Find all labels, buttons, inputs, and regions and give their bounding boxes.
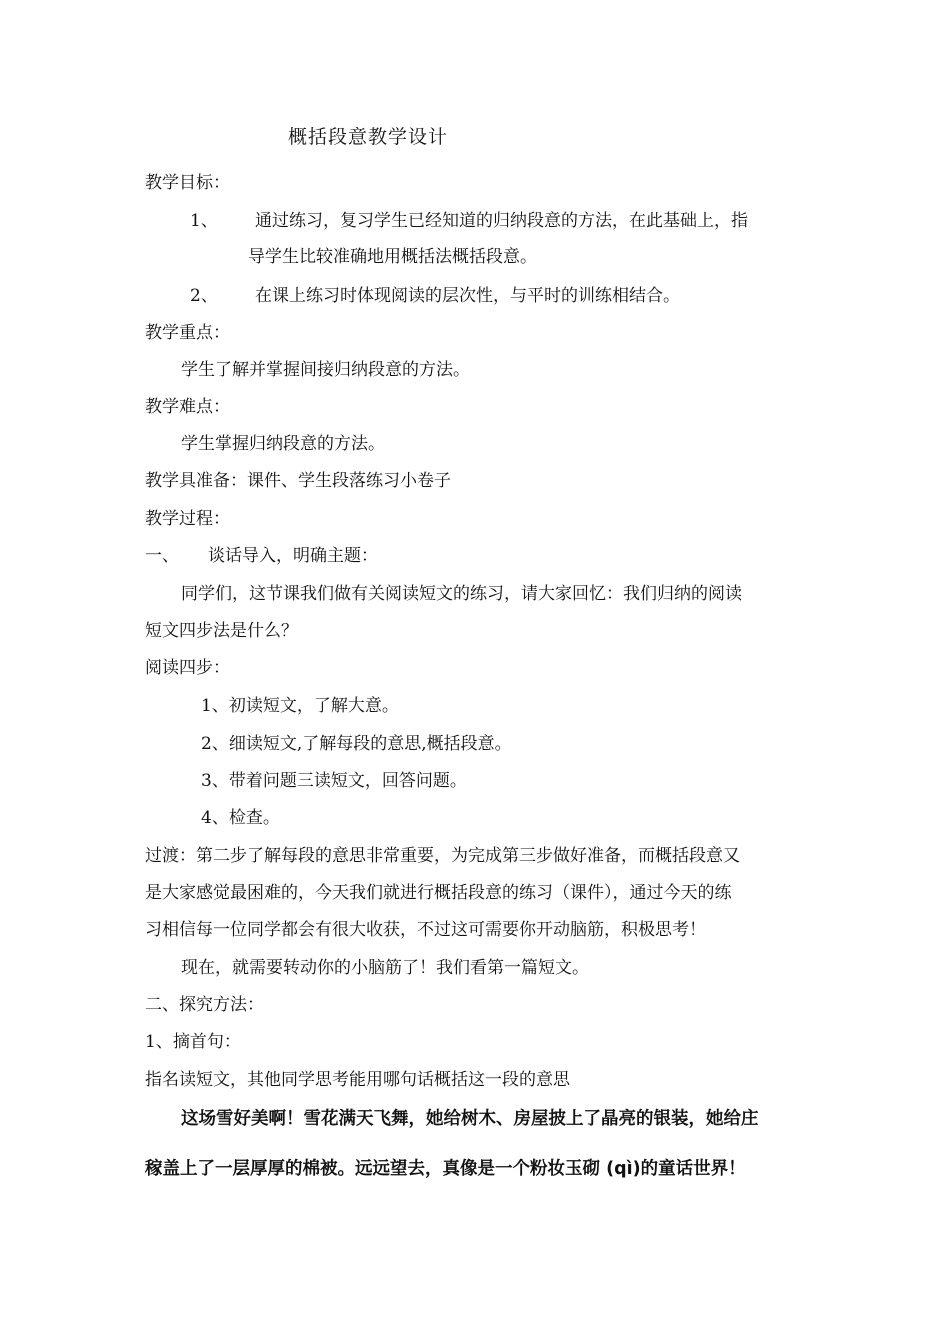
reading-steps-heading: 阅读四步：	[145, 658, 230, 678]
section-1-title: 谈话导入，明确主题：	[208, 546, 378, 566]
objective-1-line-1: 通过练习，复习学生已经知道的归纳段意的方法，在此基础上，指	[255, 211, 748, 231]
objective-2-number: 2、	[190, 286, 218, 306]
transition-line-3: 习相信每一位同学都会有很大收获，不过这可需要你开动脑筋，积极思考！	[145, 920, 706, 940]
objectives-heading: 教学目标：	[145, 173, 230, 193]
difficulty-text: 学生掌握归纳段意的方法。	[181, 434, 385, 454]
reading-step-3: 3、带着问题三读短文，回答问题。	[201, 771, 467, 791]
section-2-subheading: 1、摘首句：	[145, 1032, 241, 1052]
process-heading: 教学过程：	[145, 509, 230, 529]
difficulty-heading: 教学难点：	[145, 397, 230, 417]
objective-1-line-2: 导学生比较准确地用概括法概括段意。	[248, 247, 537, 267]
reading-step-2: 2、细读短文,了解每段的意思,概括段意。	[201, 734, 512, 754]
document-title: 概括段意教学设计	[288, 126, 449, 148]
transition-line-2: 是大家感觉最困难的，今天我们就进行概括段意的练习（课件），通过今天的练	[145, 883, 732, 903]
key-point-text: 学生了解并掌握间接归纳段意的方法。	[181, 360, 470, 380]
key-point-heading: 教学重点：	[145, 323, 230, 343]
now-paragraph: 现在，就需要转动你的小脑筋了！我们看第一篇短文。	[181, 958, 589, 978]
section-1-number: 一、	[145, 546, 179, 566]
passage-line-2: 稼盖上了一层厚厚的棉被。远远望去，真像是一个粉妆玉砌 (qì)的童话世界！	[145, 1159, 746, 1179]
section-2-instruction: 指名读短文，其他同学思考能用哪句话概括这一段的意思	[145, 1070, 570, 1090]
objective-1-number: 1、	[190, 211, 218, 231]
passage-line-1: 这场雪好美啊！雪花满天飞舞，她给树木、房屋披上了晶亮的银装，她给庄	[181, 1109, 759, 1129]
objective-2-line-1: 在课上练习时体现阅读的层次性，与平时的训练相结合。	[255, 286, 680, 306]
transition-line-1: 过渡：第二步了解每段的意思非常重要，为完成第三步做好准备，而概括段意又	[145, 846, 740, 866]
materials-text: 教学具准备：课件、学生段落练习小卷子	[145, 471, 451, 491]
reading-step-1: 1、初读短文，了解大意。	[201, 696, 399, 716]
reading-step-4: 4、检查。	[201, 808, 280, 828]
intro-paragraph-line-2: 短文四步法是什么？	[145, 621, 298, 641]
intro-paragraph-line-1: 同学们，这节课我们做有关阅读短文的练习，请大家回忆：我们归纳的阅读	[181, 584, 742, 604]
section-2-heading: 二、探究方法：	[145, 995, 264, 1015]
